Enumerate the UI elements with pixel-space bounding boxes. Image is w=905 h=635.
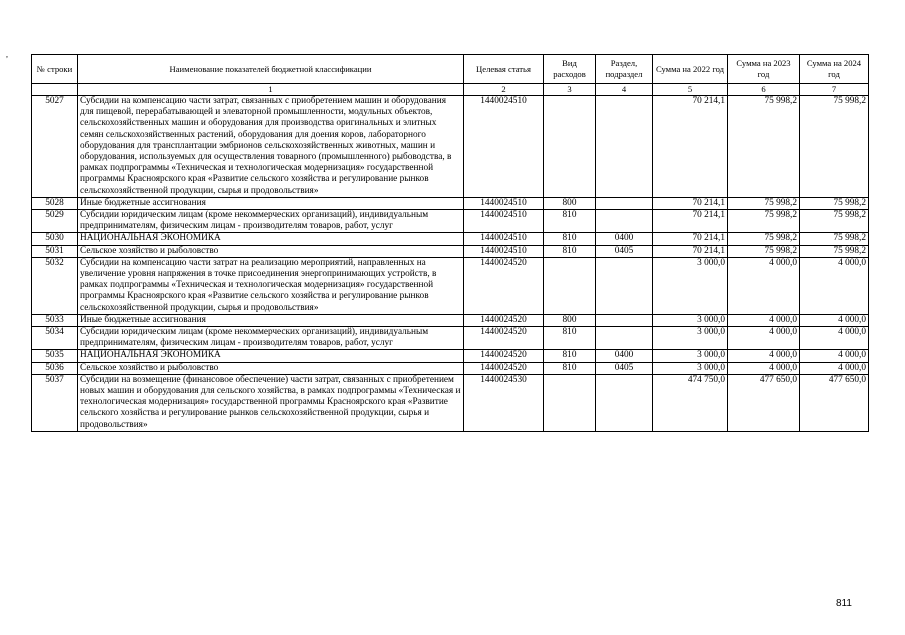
row-section [596,210,653,233]
table-row [32,350,869,362]
column-index: 4 [596,84,653,96]
header-target: Целевая статья [464,55,544,84]
row-amount-2024: 4 000,0 [800,362,869,374]
row-amount-2023: 4 000,0 [728,314,800,326]
column-index: 6 [728,84,800,96]
header-2022: Сумма на 2022 год [653,55,728,84]
row-amount-2023: 4 000,0 [728,350,800,362]
row-number: 5032 [32,257,78,314]
row-vid [544,374,596,431]
header-row-no: № строки [32,55,78,84]
table-row [32,245,869,257]
row-amount-2022: 3 000,0 [653,350,728,362]
row-amount-2022: 3 000,0 [653,327,728,350]
column-index: 5 [653,84,728,96]
row-amount-2023: 75 998,2 [728,245,800,257]
header-vid: Вид расходов [544,55,596,84]
row-vid: 810 [544,245,596,257]
row-name: Субсидии на компенсацию части затрат на реализацию мероприятий, направленных на увеличение уровня напряжения в точке присоединения энергопринимающих устройств, в рамках подпрограммы «Техническая и технологическая модернизация» государственной программы Красноярского края «Развитие сельского хозяйства и регулирование рынков сельскохозяйственной продукции, сырья и продовольствия» [78,257,464,314]
row-target: 1440024520 [464,314,544,326]
row-amount-2024: 4 000,0 [800,327,869,350]
row-vid: 800 [544,197,596,209]
row-amount-2023: 4 000,0 [728,327,800,350]
row-name: Иные бюджетные ассигнования [78,314,464,326]
row-amount-2022: 70 214,1 [653,197,728,209]
table-body [32,96,869,432]
row-vid: 800 [544,314,596,326]
row-amount-2022: 70 214,1 [653,210,728,233]
row-target: 1440024520 [464,350,544,362]
column-index-row [32,84,869,96]
row-name: НАЦИОНАЛЬНАЯ ЭКОНОМИКА [78,350,464,362]
row-amount-2023: 4 000,0 [728,362,800,374]
row-number: 5036 [32,362,78,374]
budget-table [31,54,869,432]
table-row [32,327,869,350]
row-amount-2023: 75 998,2 [728,233,800,245]
row-amount-2024: 4 000,0 [800,314,869,326]
row-number: 5031 [32,245,78,257]
row-amount-2023: 75 998,2 [728,96,800,198]
table-row [32,197,869,209]
row-section [596,96,653,198]
row-target: 1440024510 [464,245,544,257]
row-name: Сельское хозяйство и рыболовство [78,245,464,257]
row-amount-2024: 4 000,0 [800,257,869,314]
table-row [32,233,869,245]
row-name: Субсидии на возмещение (финансовое обеспечение) части затрат, связанных с приобретением новых машин и оборудования для сельского хозяйства, в рамках подпрограммы «Техническая и технологическая модернизация» государственной программы Красноярского края «Развитие сельского хозяйства и регулирование рынков сельскохозяйственной продукции, сырья и продовольствия» [78,374,464,431]
row-number: 5033 [32,314,78,326]
row-amount-2023: 4 000,0 [728,257,800,314]
row-amount-2022: 3 000,0 [653,314,728,326]
table-row [32,257,869,314]
row-amount-2024: 477 650,0 [800,374,869,431]
row-name: Субсидии на компенсацию части затрат, связанных с приобретением машин и оборудования для пищевой, перерабатывающей и элеваторной промышленности, модульных объектов, сельскохозяйственных машин и оборудования для производства оригинальных и элитных семян сельскохозяйственных растений, оборудования для доения коров, лабораторного оборудования для трансплантации эмбрионов сельскохозяйственных животных, машин и оборудования, используемых для осуществления товарного (промышленного) рыбоводства, в рамках подпрограммы «Техническая и технологическая модернизация» государственной программы Красноярского края «Развитие сельского хозяйства и регулирование рынков сельскохозяйственной продукции, сырья и продовольствия» [78,96,464,198]
row-amount-2022: 474 750,0 [653,374,728,431]
row-section [596,197,653,209]
row-target: 1440024510 [464,197,544,209]
header-row [32,55,869,84]
column-index [32,84,78,96]
row-number: 5037 [32,374,78,431]
row-vid: 810 [544,350,596,362]
row-section: 0400 [596,350,653,362]
row-name: Иные бюджетные ассигнования [78,197,464,209]
row-amount-2022: 3 000,0 [653,362,728,374]
header-section: Раздел, подраздел [596,55,653,84]
row-amount-2022: 70 214,1 [653,233,728,245]
row-amount-2023: 75 998,2 [728,210,800,233]
row-number: 5027 [32,96,78,198]
row-amount-2022: 3 000,0 [653,257,728,314]
row-name: Субсидии юридическим лицам (кроме некоммерческих организаций), индивидуальным предпринимателям, физическим лицам - производителям товаров, работ, услуг [78,210,464,233]
header-name: Наименование показателей бюджетной классификации [78,55,464,84]
column-index: 1 [78,84,464,96]
row-vid [544,257,596,314]
table-row [32,362,869,374]
row-section [596,327,653,350]
row-section [596,257,653,314]
row-section: 0400 [596,233,653,245]
row-vid: 810 [544,362,596,374]
page-number: 811 [836,598,852,609]
row-number: 5029 [32,210,78,233]
row-amount-2024: 75 998,2 [800,210,869,233]
row-vid: 810 [544,210,596,233]
row-number: 5034 [32,327,78,350]
row-number: 5035 [32,350,78,362]
row-number: 5030 [32,233,78,245]
header-2024: Сумма на 2024 год [800,55,869,84]
row-amount-2024: 75 998,2 [800,245,869,257]
row-amount-2024: 75 998,2 [800,96,869,198]
row-name: Субсидии юридическим лицам (кроме некоммерческих организаций), индивидуальным предпринимателям, физическим лицам - производителям товаров, работ, услуг [78,327,464,350]
margin-mark: , [6,50,8,59]
row-amount-2023: 477 650,0 [728,374,800,431]
row-amount-2023: 75 998,2 [728,197,800,209]
column-index: 7 [800,84,869,96]
row-target: 1440024510 [464,210,544,233]
row-section: 0405 [596,362,653,374]
table-row [32,374,869,431]
table-row [32,314,869,326]
row-target: 1440024520 [464,362,544,374]
row-vid [544,96,596,198]
row-amount-2024: 75 998,2 [800,233,869,245]
row-target: 1440024510 [464,233,544,245]
row-target: 1440024520 [464,327,544,350]
row-amount-2022: 70 214,1 [653,245,728,257]
row-name: НАЦИОНАЛЬНАЯ ЭКОНОМИКА [78,233,464,245]
table-row [32,210,869,233]
row-vid: 810 [544,233,596,245]
column-index: 2 [464,84,544,96]
row-name: Сельское хозяйство и рыболовство [78,362,464,374]
row-section [596,314,653,326]
row-section [596,374,653,431]
header-2023: Сумма на 2023 год [728,55,800,84]
column-index: 3 [544,84,596,96]
row-amount-2022: 70 214,1 [653,96,728,198]
row-amount-2024: 4 000,0 [800,350,869,362]
row-target: 1440024530 [464,374,544,431]
row-number: 5028 [32,197,78,209]
row-target: 1440024510 [464,96,544,198]
row-vid: 810 [544,327,596,350]
row-section: 0405 [596,245,653,257]
row-target: 1440024520 [464,257,544,314]
table-row [32,96,869,198]
row-amount-2024: 75 998,2 [800,197,869,209]
